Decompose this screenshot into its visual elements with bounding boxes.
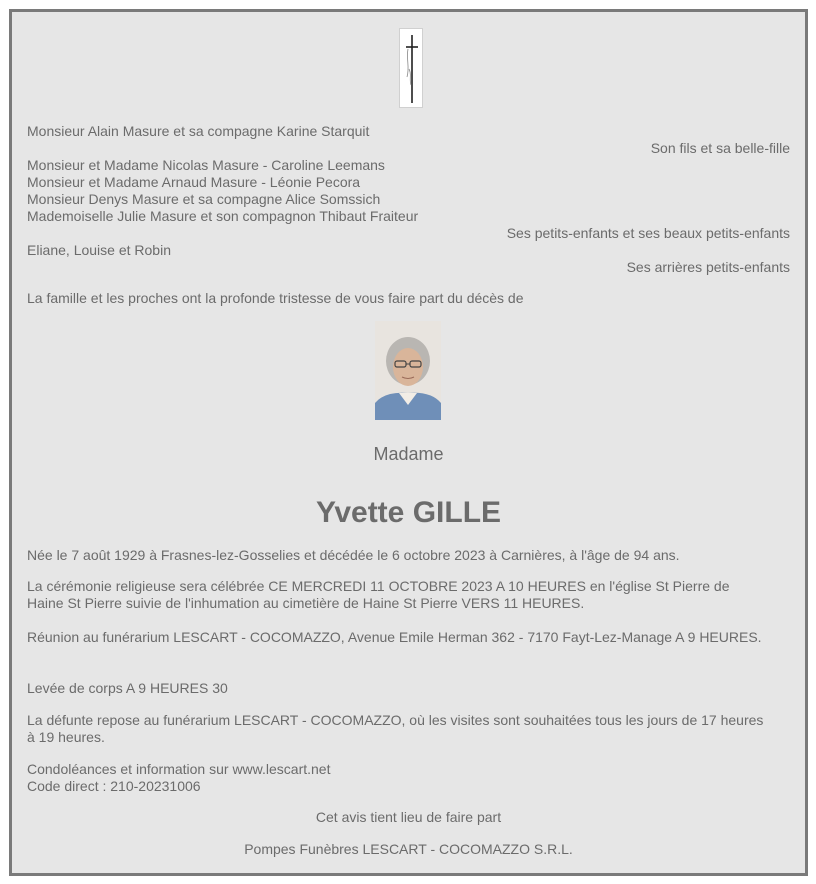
announcement-intro: La famille et les proches ont la profonde tristesse de vous faire part du décès de — [27, 290, 524, 306]
great-grandchildren: Eliane, Louise et Robin — [27, 242, 171, 258]
ceremony-text: La cérémonie religieuse sera célébrée CE MERCREDI 11 OCTOBRE 2023 A 10 HEURES en l'église St Pierre de Haine St Pierre suivie de l'inhumation au cimetière de Haine St Pierre VERS 11 HEURES. — [27, 578, 730, 611]
reunion-text: Réunion au funérarium LESCART - COCOMAZZO, Avenue Emile Herman 362 - 7170 Fayt-Lez-Manage A 9 HEURES. — [27, 629, 762, 645]
visits-text: La défunte repose au funérarium LESCART - COCOMAZZO, où les visites sont souhaitées tous les jours de 17 heures à 19 heures. — [27, 712, 764, 745]
obituary-card — [9, 9, 808, 876]
grandchild-4: Mademoiselle Julie Masure et son compagnon Thibaut Fraiteur — [27, 208, 419, 224]
cross-emblem — [399, 28, 423, 108]
grandchild-2: Monsieur et Madame Arnaud Masure - Léonie Pecora — [27, 174, 361, 190]
family-line-son: Monsieur Alain Masure et sa compagne Karine Starquit — [27, 123, 370, 139]
company-name: Pompes Funèbres LESCART - COCOMAZZO S.R.L. — [244, 841, 573, 857]
condolences-text: Condoléances et information sur www.lescart.net — [27, 761, 331, 777]
grandchild-3: Monsieur Denys Masure et sa compagne Alice Somssich — [27, 191, 381, 207]
birth-death-text: Née le 7 août 1929 à Frasnes-lez-Gosselies et décédée le 6 octobre 2023 à Carnières, à l'âge de 94 ans. — [27, 547, 680, 563]
deceased-photo — [375, 321, 441, 420]
notice-text: Cet avis tient lieu de faire part — [315, 809, 502, 825]
levee-text: Levée de corps A 9 HEURES 30 — [27, 680, 228, 696]
grandchild-1: Monsieur et Madame Nicolas Masure - Caroline Leemans — [27, 157, 385, 173]
cross-icon — [400, 29, 422, 107]
deceased-name: Yvette GILLE — [315, 496, 502, 529]
role-great-grandchildren: Ses arrières petits-enfants — [626, 259, 790, 275]
deceased-title: Madame — [373, 444, 444, 464]
role-son: Son fils et sa belle-fille — [650, 140, 790, 156]
role-grandchildren: Ses petits-enfants et ses beaux petits-enfants — [506, 225, 790, 241]
direct-code: Code direct : 210-20231006 — [27, 778, 201, 794]
